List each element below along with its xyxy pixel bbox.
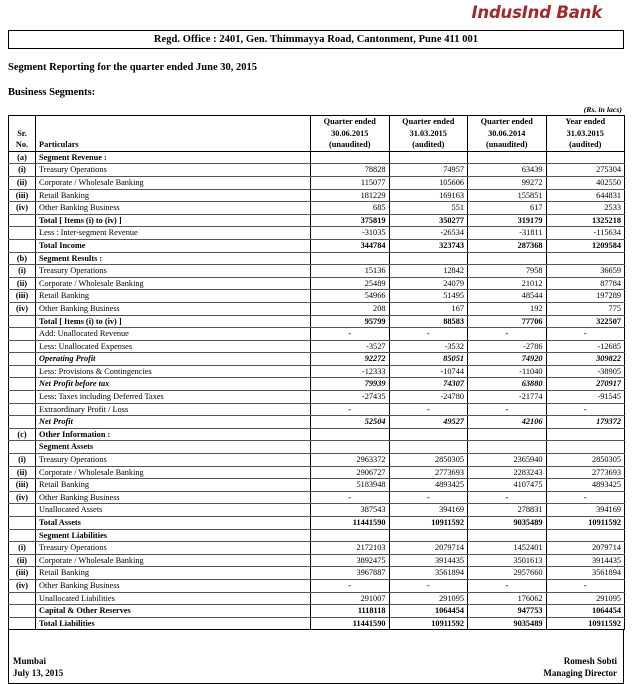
table-row bbox=[9, 315, 625, 328]
row-value-col-1: 105606 bbox=[389, 176, 468, 189]
row-sr-no bbox=[9, 416, 36, 429]
row-value-col-2: - bbox=[468, 328, 547, 341]
table-row bbox=[9, 353, 625, 366]
row-sr-no bbox=[9, 391, 36, 404]
table-row bbox=[9, 391, 625, 404]
table-row bbox=[9, 290, 625, 303]
row-value-col-1 bbox=[389, 529, 468, 542]
table-row bbox=[9, 491, 625, 504]
table-row bbox=[9, 328, 625, 341]
row-value-col-3: - bbox=[546, 328, 625, 341]
row-value-col-0 bbox=[311, 252, 390, 265]
row-particulars: Total Income bbox=[36, 239, 311, 252]
row-value-col-2: 63880 bbox=[468, 378, 547, 391]
row-sr-no bbox=[9, 365, 36, 378]
row-value-col-1 bbox=[389, 151, 468, 164]
table-row bbox=[9, 441, 625, 454]
row-sr-no: (iv) bbox=[9, 202, 36, 215]
row-value-col-3 bbox=[546, 252, 625, 265]
row-value-col-0: -12333 bbox=[311, 365, 390, 378]
row-sr-no: (iv) bbox=[9, 491, 36, 504]
row-particulars: Less: Taxes including Deferred Taxes bbox=[36, 391, 311, 404]
table-header-row bbox=[9, 116, 625, 152]
row-particulars: Net Profit before tax bbox=[36, 378, 311, 391]
row-value-col-1: 350277 bbox=[389, 214, 468, 227]
row-sr-no: (i) bbox=[9, 454, 36, 467]
table-row bbox=[9, 302, 625, 315]
brand-header bbox=[8, 0, 624, 24]
row-value-col-0: 291007 bbox=[311, 592, 390, 605]
table-row bbox=[9, 466, 625, 479]
row-value-col-3: 309822 bbox=[546, 353, 625, 366]
row-sr-no bbox=[9, 315, 36, 328]
row-value-col-2 bbox=[468, 441, 547, 454]
row-value-col-2: 99272 bbox=[468, 176, 547, 189]
row-particulars: Total Liabilities bbox=[36, 617, 311, 630]
row-value-col-3: 644831 bbox=[546, 189, 625, 202]
row-value-col-2: 63439 bbox=[468, 164, 547, 177]
row-value-col-0: 92272 bbox=[311, 353, 390, 366]
table-row bbox=[9, 164, 625, 177]
row-particulars: Corporate / Wholesale Banking bbox=[36, 466, 311, 479]
row-particulars: Treasury Operations bbox=[36, 542, 311, 555]
row-value-col-3: 2850305 bbox=[546, 454, 625, 467]
row-value-col-1: 2079714 bbox=[389, 542, 468, 555]
row-value-col-1: 74957 bbox=[389, 164, 468, 177]
table-row bbox=[9, 479, 625, 492]
row-value-col-0: 5183948 bbox=[311, 479, 390, 492]
row-value-col-3: 4893425 bbox=[546, 479, 625, 492]
row-sr-no: (ii) bbox=[9, 466, 36, 479]
row-value-col-2: 42106 bbox=[468, 416, 547, 429]
report-title: Segment Reporting for the quarter ended June 30, 2015 bbox=[8, 62, 257, 73]
row-value-col-0: 685 bbox=[311, 202, 390, 215]
row-value-col-3: - bbox=[546, 579, 625, 592]
row-value-col-0: 2906727 bbox=[311, 466, 390, 479]
row-particulars: Retail Banking bbox=[36, 567, 311, 580]
row-value-col-2: 1452401 bbox=[468, 542, 547, 555]
table-row bbox=[9, 592, 625, 605]
row-value-col-3: 2079714 bbox=[546, 542, 625, 555]
row-value-col-3: 775 bbox=[546, 302, 625, 315]
row-value-col-2: 74920 bbox=[468, 353, 547, 366]
row-value-col-3: -12685 bbox=[546, 340, 625, 353]
row-value-col-0: 15136 bbox=[311, 265, 390, 278]
row-sr-no bbox=[9, 227, 36, 240]
row-value-col-3: 2773693 bbox=[546, 466, 625, 479]
signature-block bbox=[8, 630, 624, 684]
row-value-col-1: 169163 bbox=[389, 189, 468, 202]
row-sr-no bbox=[9, 340, 36, 353]
row-value-col-0: 78828 bbox=[311, 164, 390, 177]
row-value-col-0: 54966 bbox=[311, 290, 390, 303]
row-value-col-2: 9035489 bbox=[468, 517, 547, 530]
table-row bbox=[9, 428, 625, 441]
row-value-col-2 bbox=[468, 529, 547, 542]
row-value-col-1: 1064454 bbox=[389, 605, 468, 618]
table-row bbox=[9, 277, 625, 290]
row-sr-no: (iii) bbox=[9, 189, 36, 202]
row-sr-no: (iii) bbox=[9, 479, 36, 492]
row-value-col-1: - bbox=[389, 491, 468, 504]
row-sr-no: (ii) bbox=[9, 277, 36, 290]
row-value-col-1 bbox=[389, 428, 468, 441]
row-value-col-1: 323743 bbox=[389, 239, 468, 252]
row-particulars: Treasury Operations bbox=[36, 265, 311, 278]
header-col-0: Quarter ended 30.06.2015 (unaudited) bbox=[311, 116, 390, 152]
table-row bbox=[9, 517, 625, 530]
row-value-col-3: -115634 bbox=[546, 227, 625, 240]
table-row bbox=[9, 189, 625, 202]
segment-reporting-table bbox=[8, 115, 625, 630]
row-sr-no: (i) bbox=[9, 164, 36, 177]
table-row bbox=[9, 365, 625, 378]
row-value-col-0: 387543 bbox=[311, 504, 390, 517]
row-particulars: Segment Assets bbox=[36, 441, 311, 454]
row-value-col-2: 3501613 bbox=[468, 554, 547, 567]
row-value-col-1: 24079 bbox=[389, 277, 468, 290]
row-particulars: Extraordinary Profit / Loss bbox=[36, 403, 311, 416]
row-value-col-0: 2963372 bbox=[311, 454, 390, 467]
row-value-col-1: 49527 bbox=[389, 416, 468, 429]
row-value-col-2: 48544 bbox=[468, 290, 547, 303]
row-value-col-2: 2365940 bbox=[468, 454, 547, 467]
row-value-col-0: 3892475 bbox=[311, 554, 390, 567]
footer-right bbox=[543, 655, 617, 679]
table-row bbox=[9, 454, 625, 467]
row-sr-no: (i) bbox=[9, 542, 36, 555]
table-row bbox=[9, 579, 625, 592]
row-value-col-3: 402550 bbox=[546, 176, 625, 189]
row-particulars: Less: Unallocated Expenses bbox=[36, 340, 311, 353]
row-value-col-2 bbox=[468, 428, 547, 441]
row-value-col-3: 1325218 bbox=[546, 214, 625, 227]
row-value-col-3 bbox=[546, 151, 625, 164]
row-value-col-2: 176062 bbox=[468, 592, 547, 605]
row-particulars: Add: Unallocated Revenue bbox=[36, 328, 311, 341]
row-value-col-2: -31811 bbox=[468, 227, 547, 240]
row-sr-no: (iii) bbox=[9, 290, 36, 303]
table-body bbox=[9, 151, 625, 630]
row-value-col-3: 394169 bbox=[546, 504, 625, 517]
row-value-col-2: 192 bbox=[468, 302, 547, 315]
row-particulars: Other Banking Business bbox=[36, 491, 311, 504]
row-value-col-2: -21774 bbox=[468, 391, 547, 404]
row-value-col-2: 21012 bbox=[468, 277, 547, 290]
row-value-col-3: 2533 bbox=[546, 202, 625, 215]
row-value-col-0: 25489 bbox=[311, 277, 390, 290]
row-value-col-0: 1118118 bbox=[311, 605, 390, 618]
row-value-col-1: 51495 bbox=[389, 290, 468, 303]
row-value-col-0: 181229 bbox=[311, 189, 390, 202]
row-particulars: Segment Liabilities bbox=[36, 529, 311, 542]
row-value-col-1: 3914435 bbox=[389, 554, 468, 567]
row-sr-no bbox=[9, 441, 36, 454]
row-value-col-2: - bbox=[468, 403, 547, 416]
footer-left bbox=[13, 655, 63, 679]
table-row bbox=[9, 504, 625, 517]
row-value-col-2: -2786 bbox=[468, 340, 547, 353]
row-value-col-3: 275304 bbox=[546, 164, 625, 177]
table-row bbox=[9, 554, 625, 567]
registered-office-banner bbox=[8, 30, 624, 49]
row-particulars: Other Banking Business bbox=[36, 579, 311, 592]
header-col-1: Quarter ended 31.03.2015 (audited) bbox=[389, 116, 468, 152]
row-value-col-0: 11441590 bbox=[311, 517, 390, 530]
row-value-col-1 bbox=[389, 441, 468, 454]
table-row bbox=[9, 214, 625, 227]
row-value-col-2 bbox=[468, 252, 547, 265]
table-row bbox=[9, 542, 625, 555]
row-sr-no bbox=[9, 328, 36, 341]
row-value-col-0 bbox=[311, 529, 390, 542]
row-sr-no: (iv) bbox=[9, 302, 36, 315]
row-value-col-0: - bbox=[311, 328, 390, 341]
row-value-col-1: 12842 bbox=[389, 265, 468, 278]
row-value-col-2: - bbox=[468, 491, 547, 504]
row-value-col-0: 2172103 bbox=[311, 542, 390, 555]
row-value-col-2 bbox=[468, 151, 547, 164]
row-value-col-1: 74307 bbox=[389, 378, 468, 391]
row-value-col-2: 155851 bbox=[468, 189, 547, 202]
row-value-col-0 bbox=[311, 441, 390, 454]
row-particulars: Net Profit bbox=[36, 416, 311, 429]
row-value-col-3: 1064454 bbox=[546, 605, 625, 618]
row-value-col-2: 319179 bbox=[468, 214, 547, 227]
row-sr-no: (a) bbox=[9, 151, 36, 164]
row-value-col-2: 287368 bbox=[468, 239, 547, 252]
table-row bbox=[9, 202, 625, 215]
row-value-col-1 bbox=[389, 252, 468, 265]
row-value-col-1: 4893425 bbox=[389, 479, 468, 492]
row-value-col-2: -11040 bbox=[468, 365, 547, 378]
header-col-2: Quarter ended 30.06.2014 (unaudited) bbox=[468, 116, 547, 152]
table-row bbox=[9, 239, 625, 252]
row-value-col-3: -91545 bbox=[546, 391, 625, 404]
table-row bbox=[9, 605, 625, 618]
row-value-col-0: 115077 bbox=[311, 176, 390, 189]
row-value-col-3: 322507 bbox=[546, 315, 625, 328]
row-value-col-1: 291095 bbox=[389, 592, 468, 605]
row-value-col-0: - bbox=[311, 491, 390, 504]
row-value-col-0: 11441590 bbox=[311, 617, 390, 630]
row-value-col-3: 10911592 bbox=[546, 517, 625, 530]
row-value-col-3: 10911592 bbox=[546, 617, 625, 630]
table-row bbox=[9, 378, 625, 391]
row-value-col-1: -26534 bbox=[389, 227, 468, 240]
row-value-col-1: - bbox=[389, 579, 468, 592]
row-sr-no: (c) bbox=[9, 428, 36, 441]
table-row bbox=[9, 227, 625, 240]
row-sr-no bbox=[9, 214, 36, 227]
business-segments-label: Business Segments: bbox=[8, 87, 96, 98]
row-value-col-1: -3532 bbox=[389, 340, 468, 353]
row-value-col-3 bbox=[546, 428, 625, 441]
row-value-col-0: 52504 bbox=[311, 416, 390, 429]
row-sr-no: (ii) bbox=[9, 176, 36, 189]
table-row bbox=[9, 265, 625, 278]
row-value-col-2: 4107475 bbox=[468, 479, 547, 492]
row-value-col-1: -10744 bbox=[389, 365, 468, 378]
registered-office-text: Regd. Office : 2401, Gen. Thimmayya Road, Cantonment, Pune 411 001 bbox=[153, 34, 479, 45]
row-value-col-3: 179372 bbox=[546, 416, 625, 429]
row-value-col-2: 9035489 bbox=[468, 617, 547, 630]
row-value-col-0: 208 bbox=[311, 302, 390, 315]
row-sr-no bbox=[9, 592, 36, 605]
row-value-col-3 bbox=[546, 529, 625, 542]
table-row bbox=[9, 416, 625, 429]
row-value-col-2: 947753 bbox=[468, 605, 547, 618]
row-value-col-1: 10911592 bbox=[389, 617, 468, 630]
row-value-col-3: 291095 bbox=[546, 592, 625, 605]
row-sr-no: (i) bbox=[9, 265, 36, 278]
row-value-col-0 bbox=[311, 151, 390, 164]
row-sr-no bbox=[9, 239, 36, 252]
row-value-col-2: 617 bbox=[468, 202, 547, 215]
row-value-col-2: 2957660 bbox=[468, 567, 547, 580]
row-value-col-1: 85051 bbox=[389, 353, 468, 366]
row-value-col-1: - bbox=[389, 328, 468, 341]
row-particulars: Unallocated Assets bbox=[36, 504, 311, 517]
row-value-col-0: -31035 bbox=[311, 227, 390, 240]
table-header bbox=[9, 116, 625, 152]
row-value-col-3: 3914435 bbox=[546, 554, 625, 567]
row-value-col-1: 2773693 bbox=[389, 466, 468, 479]
table-row bbox=[9, 529, 625, 542]
row-particulars: Unallocated Liabilities bbox=[36, 592, 311, 605]
table-row bbox=[9, 567, 625, 580]
table-row bbox=[9, 617, 625, 630]
row-value-col-0: 79939 bbox=[311, 378, 390, 391]
row-particulars: Less: Provisions & Contingencies bbox=[36, 365, 311, 378]
row-value-col-1: 551 bbox=[389, 202, 468, 215]
row-particulars: Capital & Other Reserves bbox=[36, 605, 311, 618]
table-row bbox=[9, 340, 625, 353]
row-particulars: Segment Results : bbox=[36, 252, 311, 265]
row-sr-no bbox=[9, 517, 36, 530]
row-particulars: Retail Banking bbox=[36, 189, 311, 202]
row-value-col-0 bbox=[311, 428, 390, 441]
row-value-col-1: 88583 bbox=[389, 315, 468, 328]
row-value-col-3: 1209584 bbox=[546, 239, 625, 252]
row-particulars: Less : Inter-segment Revenue bbox=[36, 227, 311, 240]
row-particulars: Operating Profit bbox=[36, 353, 311, 366]
indusind-bank-logo: IndusInd Bank bbox=[471, 2, 602, 22]
header-col-3: Year ended 31.03.2015 (audited) bbox=[546, 116, 625, 152]
row-sr-no bbox=[9, 617, 36, 630]
signatory-name: Romesh Sobti bbox=[563, 656, 617, 667]
header-sr-no: Sr. No. bbox=[9, 116, 36, 152]
header-particulars: Particulars bbox=[36, 116, 311, 152]
row-value-col-0: - bbox=[311, 579, 390, 592]
row-value-col-3: 3561894 bbox=[546, 567, 625, 580]
row-value-col-0: -3527 bbox=[311, 340, 390, 353]
row-particulars: Retail Banking bbox=[36, 290, 311, 303]
row-sr-no bbox=[9, 504, 36, 517]
row-particulars: Other Banking Business bbox=[36, 302, 311, 315]
row-value-col-3: 87784 bbox=[546, 277, 625, 290]
row-sr-no bbox=[9, 353, 36, 366]
units-note: (Rs. in lacs) bbox=[583, 105, 622, 114]
footer-date: July 13, 2015 bbox=[13, 668, 64, 679]
row-value-col-3: -38905 bbox=[546, 365, 625, 378]
row-value-col-1: - bbox=[389, 403, 468, 416]
row-value-col-1: 2850305 bbox=[389, 454, 468, 467]
row-value-col-1: 394169 bbox=[389, 504, 468, 517]
row-sr-no: (iv) bbox=[9, 579, 36, 592]
table-row bbox=[9, 403, 625, 416]
row-sr-no: (b) bbox=[9, 252, 36, 265]
footer-place: Mumbai bbox=[13, 656, 47, 667]
row-value-col-3: 36659 bbox=[546, 265, 625, 278]
row-value-col-0: 3967887 bbox=[311, 567, 390, 580]
row-sr-no bbox=[9, 529, 36, 542]
row-value-col-2: 77706 bbox=[468, 315, 547, 328]
table-row bbox=[9, 252, 625, 265]
row-particulars: Total [ Items (i) to (iv) ] bbox=[36, 315, 311, 328]
row-particulars: Treasury Operations bbox=[36, 454, 311, 467]
row-value-col-2: 7958 bbox=[468, 265, 547, 278]
table-row bbox=[9, 151, 625, 164]
row-value-col-0: 375819 bbox=[311, 214, 390, 227]
row-value-col-1: -24780 bbox=[389, 391, 468, 404]
row-value-col-2: 2283243 bbox=[468, 466, 547, 479]
row-value-col-2: - bbox=[468, 579, 547, 592]
row-value-col-3: 270917 bbox=[546, 378, 625, 391]
row-particulars: Corporate / Wholesale Banking bbox=[36, 554, 311, 567]
signatory-title: Managing Director bbox=[543, 668, 617, 679]
row-particulars: Corporate / Wholesale Banking bbox=[36, 277, 311, 290]
row-value-col-0: - bbox=[311, 403, 390, 416]
row-value-col-1: 167 bbox=[389, 302, 468, 315]
row-value-col-2: 278831 bbox=[468, 504, 547, 517]
row-particulars: Corporate / Wholesale Banking bbox=[36, 176, 311, 189]
row-value-col-3 bbox=[546, 441, 625, 454]
row-value-col-1: 3561894 bbox=[389, 567, 468, 580]
row-particulars: Treasury Operations bbox=[36, 164, 311, 177]
row-particulars: Other Information : bbox=[36, 428, 311, 441]
row-particulars: Retail Banking bbox=[36, 479, 311, 492]
row-value-col-3: - bbox=[546, 491, 625, 504]
row-sr-no bbox=[9, 403, 36, 416]
row-sr-no: (ii) bbox=[9, 554, 36, 567]
row-sr-no bbox=[9, 378, 36, 391]
row-value-col-0: 95799 bbox=[311, 315, 390, 328]
table-row bbox=[9, 176, 625, 189]
row-value-col-3: - bbox=[546, 403, 625, 416]
row-particulars: Total [ Items (i) to (iv) ] bbox=[36, 214, 311, 227]
row-value-col-1: 10911592 bbox=[389, 517, 468, 530]
row-sr-no: (iii) bbox=[9, 567, 36, 580]
row-particulars: Total Assets bbox=[36, 517, 311, 530]
row-value-col-3: 197289 bbox=[546, 290, 625, 303]
row-particulars: Segment Revenue : bbox=[36, 151, 311, 164]
row-sr-no bbox=[9, 605, 36, 618]
row-value-col-0: 344784 bbox=[311, 239, 390, 252]
row-particulars: Other Banking Business bbox=[36, 202, 311, 215]
row-value-col-0: -27435 bbox=[311, 391, 390, 404]
